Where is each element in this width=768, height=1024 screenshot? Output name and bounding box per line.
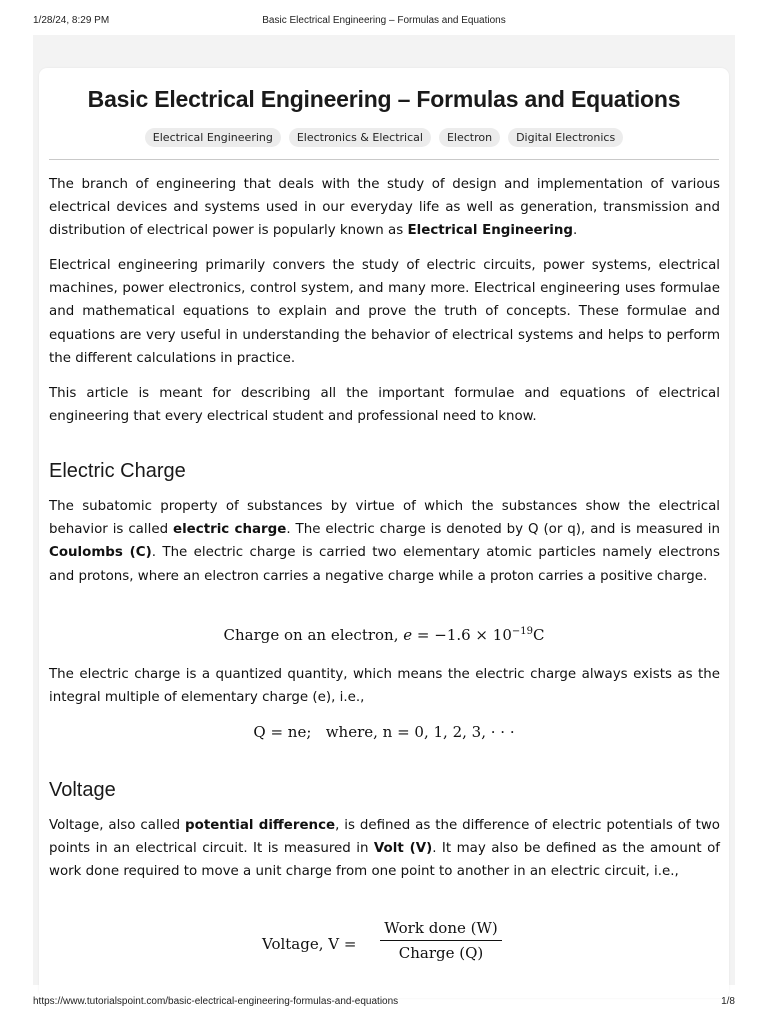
heading-electric-charge: Electric Charge — [49, 460, 186, 482]
electric-charge-paragraph-2: The electric charge is a quantized quantity, which means the electric charge always exists as the integral multiple of elementary charge (e), i.e., — [49, 667, 720, 706]
tag-digital-electronics[interactable]: Digital Electronics — [508, 128, 623, 147]
tag-electrical-engineering[interactable]: Electrical Engineering — [145, 128, 281, 147]
article-title: Basic Electrical Engineering – Formulas and Equations — [87, 86, 681, 112]
formula-electron-charge: Charge on an electron, $e = -1.6 \times 10^{-19}C$ — [223, 626, 545, 644]
formula-voltage-fraction — [380, 919, 502, 962]
print-page-number: 1/8 — [721, 996, 735, 1007]
voltage-paragraph: Voltage, also called potential difference, is defined as the difference of electric potentials of two points in an electrical circuit. It is measured in Volt (V). It may also be defined as the amount of work done required to move a unit charge from one point to another in an electric circuit, i.e., — [49, 818, 720, 880]
print-url: https://www.tutorialspoint.com/basic-electrical-engineering-formulas-and-equations — [33, 996, 399, 1007]
heading-voltage: Voltage — [49, 779, 116, 801]
intro-paragraph-1: The branch of engineering that deals with the study of design and implementation of various electrical devices and systems used in our everyday life as well as generation, transmission and distribution of electrical power is popularly known as Electrical Engineering. — [49, 177, 720, 239]
print-page-title: Basic Electrical Engineering – Formulas and Equations — [262, 15, 506, 26]
tag-electronics-electrical[interactable]: Electronics & Electrical — [289, 128, 431, 147]
formula-quantized-charge: Q = ne; where, n = 0, 1, 2, 3, · · · — [253, 723, 515, 741]
tag-list — [0, 128, 768, 147]
formula-voltage-label: Voltage, V = — [262, 935, 357, 953]
intro-paragraph-3: This article is meant for describing all the important formulae and equations of electrical engineering that every electrical student and professional need to know. — [49, 386, 720, 425]
formula-voltage-denominator: Charge (Q) — [398, 944, 484, 962]
print-datetime: 1/28/24, 8:29 PM — [33, 15, 110, 26]
electric-charge-paragraph-1: The subatomic property of substances by virtue of which the substances show the electrical behavior is called electric charge. The electric charge is denoted by Q (or q), and is measured in Coulombs (C). The electric charge is carried two elementary atomic particles namely electrons and protons, where an electron carries a negative charge while a proton carries a positive charge. — [49, 499, 720, 584]
title-divider — [49, 159, 719, 160]
tag-electron[interactable]: Electron — [439, 128, 500, 147]
intro-paragraph-2: Electrical engineering primarily convers the study of electric circuits, power systems, electrical machines, power electronics, control system, and many more. Electrical engineering uses formulae and mathematical equations to explain and prove the truth of concepts. These formulae and equations are very useful in understanding the behavior of electrical systems and helps to perform the different calculations in practice. — [49, 258, 720, 366]
formula-voltage-numerator: Work done (W) — [380, 919, 502, 941]
